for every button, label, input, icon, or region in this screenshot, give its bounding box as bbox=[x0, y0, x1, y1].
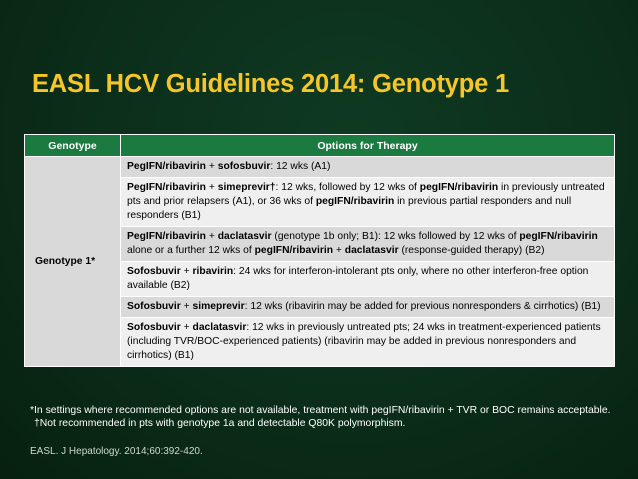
footnote-tvr-boc: *In settings where recommended options are not available, treatment with pegIFN/ribavirin + TVR or BOC remains acceptable. bbox=[30, 405, 611, 416]
therapy-text: + bbox=[333, 245, 345, 256]
therapy-text: : 12 wks in previously untreated pts; 24 wks in treatment-experienced patients (including TVR/BOC-experienced patients) (ribavirin may be added in previous nonresponders and cirrhotics) (B1) bbox=[127, 322, 601, 361]
therapy-option bbox=[121, 157, 615, 178]
therapy-option bbox=[121, 318, 615, 367]
header-options: Options for Therapy bbox=[121, 135, 615, 157]
drug-name: Sofosbuvir bbox=[127, 266, 181, 277]
therapy-text: : 12 wks (A1) bbox=[270, 161, 331, 172]
table-row bbox=[25, 157, 615, 178]
therapy-table bbox=[24, 134, 615, 367]
slide-title: EASL HCV Guidelines 2014: Genotype 1 bbox=[32, 70, 509, 98]
drug-name: simeprevir bbox=[192, 301, 245, 312]
therapy-option bbox=[121, 178, 615, 227]
drug-name: daclatasvir bbox=[344, 245, 399, 256]
therapy-text: + bbox=[180, 322, 193, 333]
drug-name: Sofosbuvir bbox=[127, 322, 181, 333]
footnotes bbox=[30, 404, 630, 430]
therapy-text: (response-guided therapy) (B2) bbox=[398, 245, 545, 256]
drug-name: pegIFN/ribavirin bbox=[315, 196, 395, 207]
therapy-option bbox=[121, 227, 615, 262]
drug-name: ribavirin bbox=[192, 266, 234, 277]
therapy-text: : 12 wks (ribavirin may be added for previous nonresponders & cirrhotics) (B1) bbox=[244, 301, 601, 312]
therapy-text: (genotype 1b only; B1): 12 wks followed by 12 wks of bbox=[271, 231, 520, 242]
therapy-text: + bbox=[205, 182, 218, 193]
drug-name: daclatasvir bbox=[192, 322, 247, 333]
source-citation: EASL. J Hepatology. 2014;60:392-420. bbox=[30, 446, 203, 457]
drug-name: pegIFN/ribavirin bbox=[254, 245, 334, 256]
therapy-text: alone or a further 12 wks of bbox=[127, 245, 255, 256]
drug-name: daclatasvir bbox=[217, 231, 272, 242]
therapy-option bbox=[121, 262, 615, 297]
drug-name: PegIFN/ribavirin bbox=[127, 161, 206, 172]
therapy-text: + bbox=[180, 301, 193, 312]
drug-name: pegIFN/ribavirin bbox=[519, 231, 598, 242]
table-header-row bbox=[25, 135, 615, 157]
drug-name: PegIFN/ribavirin bbox=[127, 182, 206, 193]
drug-name: PegIFN/ribavirin bbox=[127, 231, 206, 242]
therapy-text: in previous partial responders and null responders (B1) bbox=[127, 196, 572, 221]
drug-name: simeprevir† bbox=[217, 182, 276, 193]
therapy-text: : 12 wks, followed by 12 wks of bbox=[275, 182, 420, 193]
therapy-text: + bbox=[205, 161, 218, 172]
header-genotype: Genotype bbox=[25, 135, 121, 157]
therapy-text: in previously untreated pts and prior relapsers (A1), or 36 wks of bbox=[127, 182, 605, 207]
genotype-cell: Genotype 1* bbox=[25, 157, 121, 367]
therapy-option bbox=[121, 297, 615, 318]
drug-name: pegIFN/ribavirin bbox=[419, 182, 499, 193]
therapy-text: + bbox=[205, 231, 218, 242]
therapy-text: : 24 wks for interferon-intolerant pts only, where no other interferon-free option available (B2) bbox=[127, 266, 589, 291]
drug-name: Sofosbuvir bbox=[127, 301, 181, 312]
drug-name: sofosbuvir bbox=[217, 161, 271, 172]
footnote-q80k: †Not recommended in pts with genotype 1a and detectable Q80K polymorphism. bbox=[34, 418, 406, 429]
therapy-text: + bbox=[180, 266, 193, 277]
